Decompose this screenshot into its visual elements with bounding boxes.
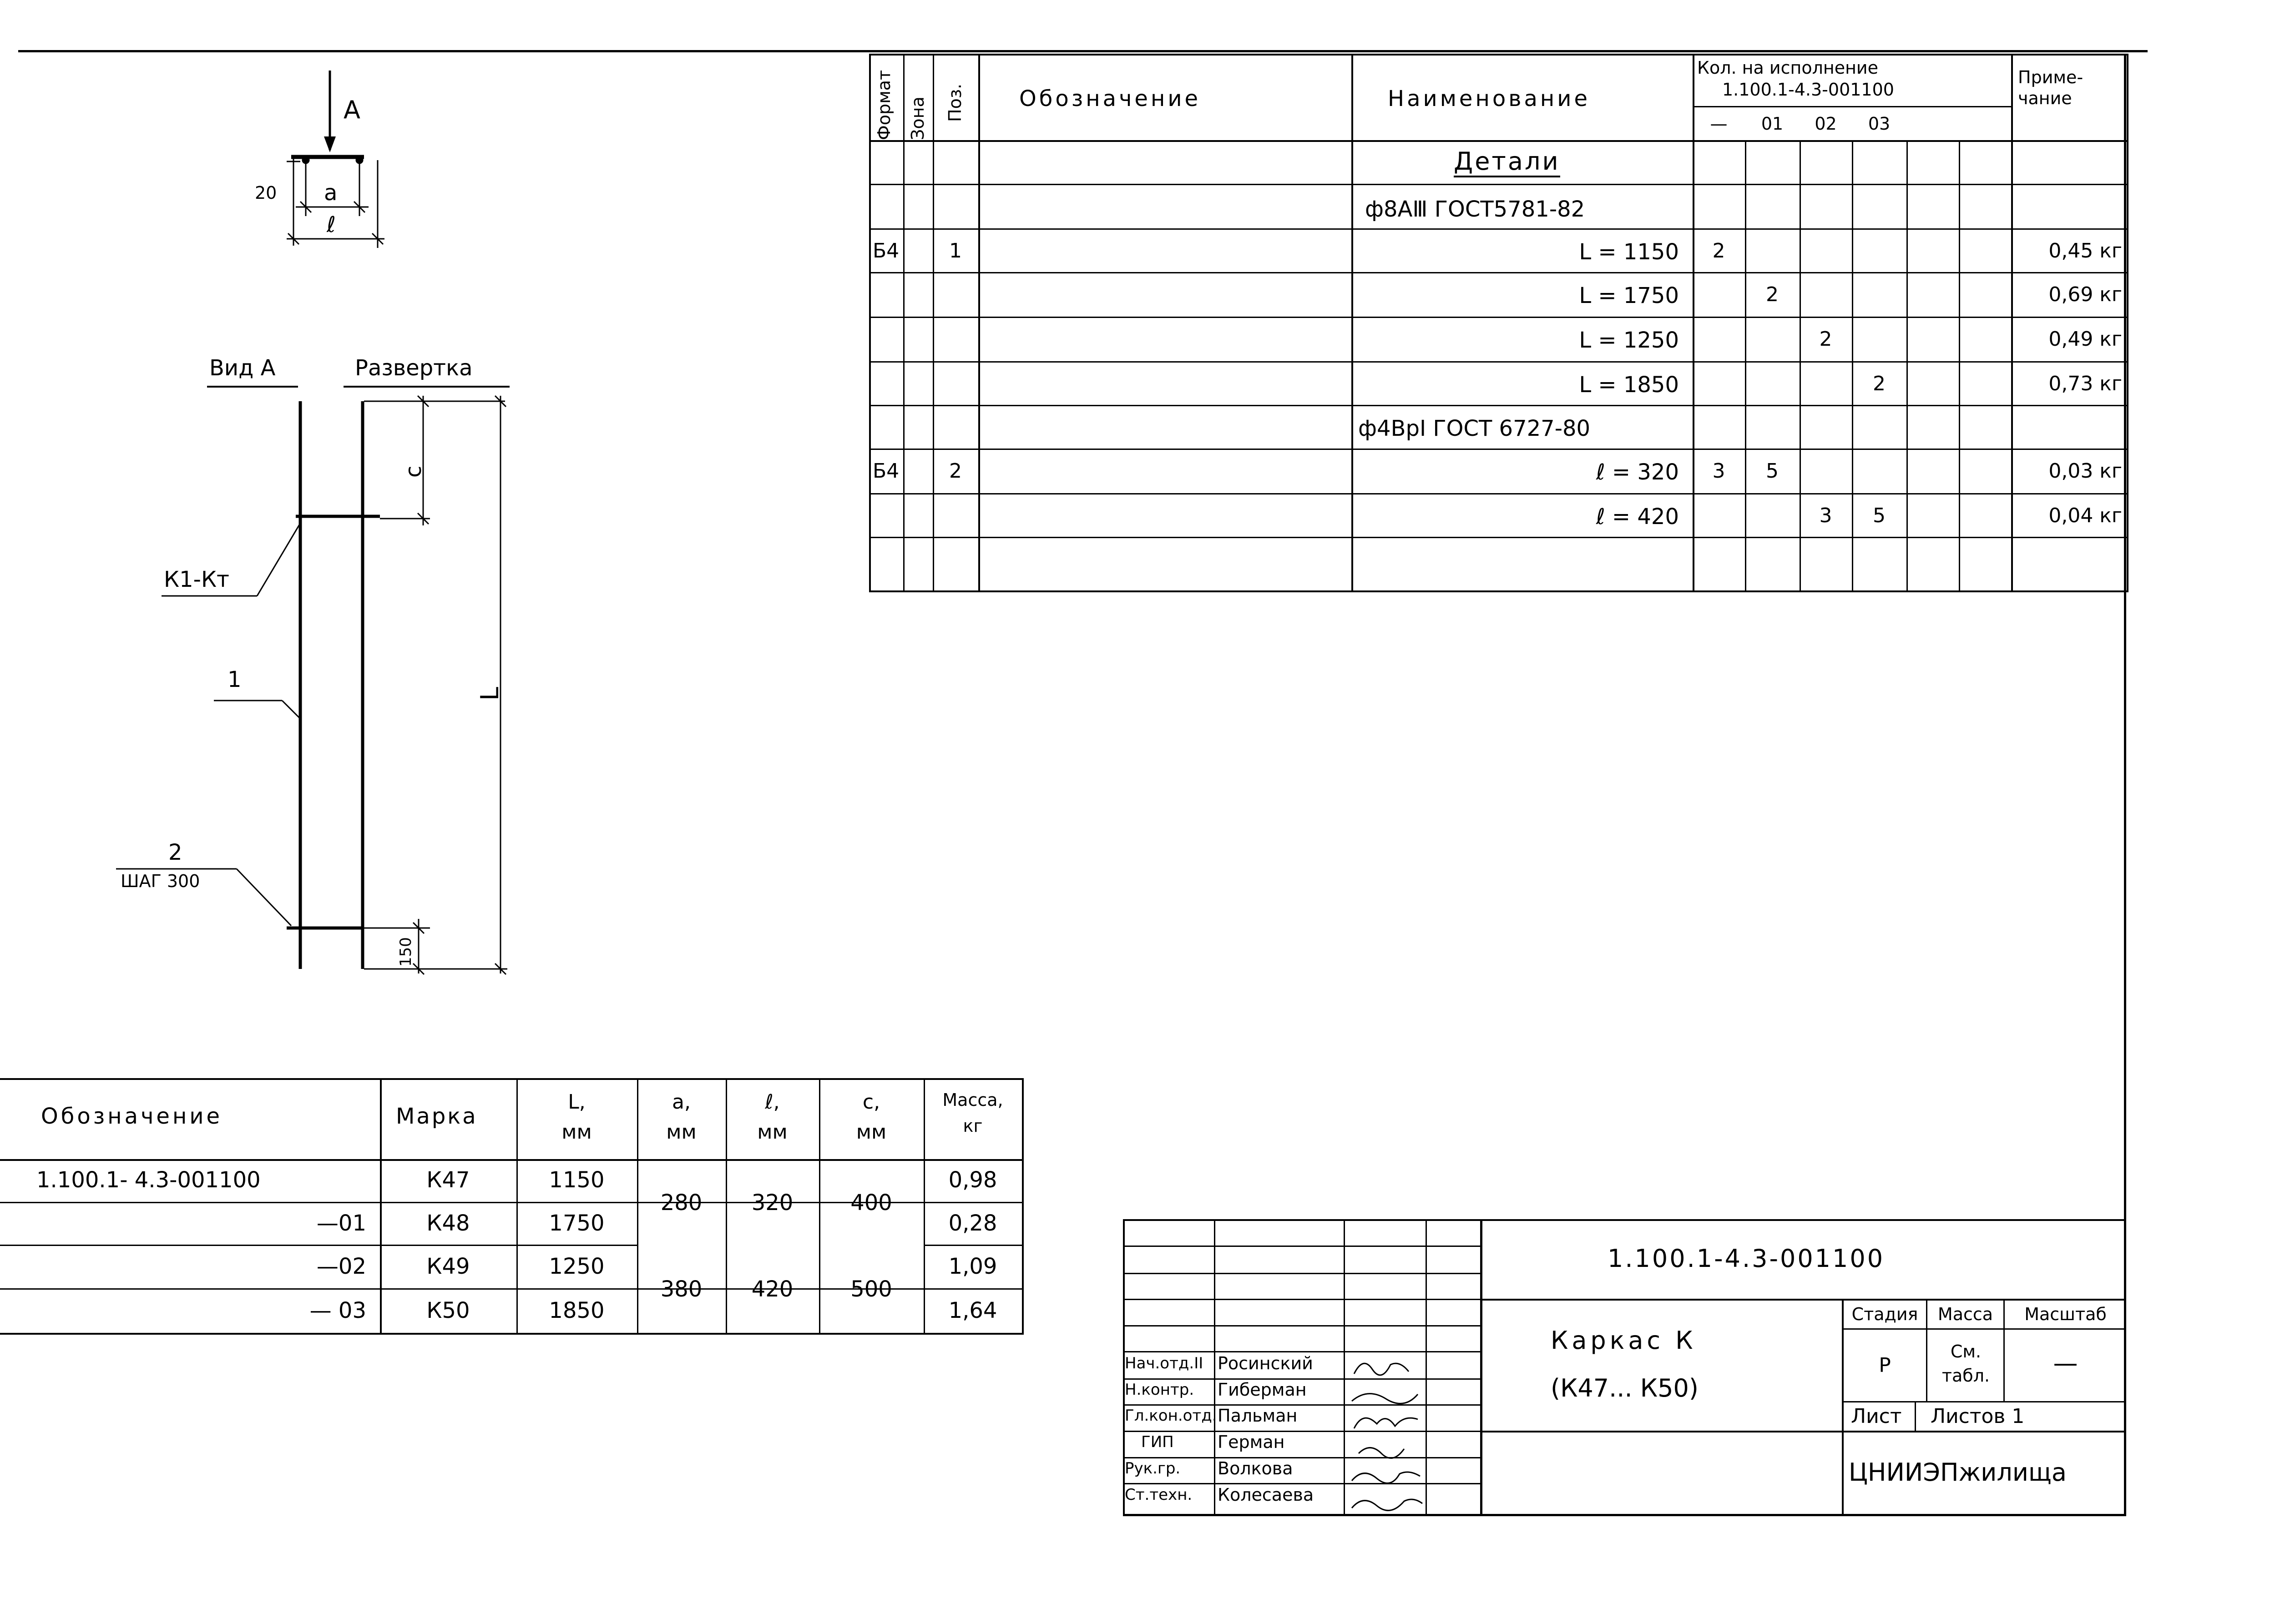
row-7-name: ℓ = 320	[1596, 459, 1679, 485]
view-a-title: Вид А	[209, 355, 276, 381]
tb-mass-value: См. табл.	[1941, 1342, 1990, 1386]
row-5-name: L = 1850	[1579, 372, 1679, 398]
header-format: Формат	[874, 70, 894, 140]
variant-col-1: 01	[1761, 114, 1784, 134]
mt-row-0-designation: 1.100.1- 4.3-001100	[36, 1167, 261, 1193]
development-title: Развертка	[355, 355, 473, 381]
leader-k1-label: К1-Кт	[164, 567, 229, 592]
tb-mass-label: Масса	[1937, 1304, 1993, 1324]
mt-group1-c: 400	[850, 1190, 892, 1215]
tb-title-line1: Каркас К	[1551, 1326, 1697, 1355]
mt-row-3-designation: — 03	[309, 1298, 366, 1323]
row-2-note: 0,45 кг	[2048, 239, 2122, 262]
mt-header-mark: Марка	[396, 1104, 478, 1129]
rebar-cage-drawing	[0, 0, 546, 1001]
row-4-note: 0,49 кг	[2048, 328, 2122, 351]
signer-name-2: Пальман	[1218, 1406, 1298, 1426]
row-4-q2: 2	[1819, 328, 1832, 351]
mt-group1-a: 280	[660, 1190, 703, 1215]
material-row-1: ф8АⅢ ГОСТ5781-82	[1365, 197, 1585, 222]
row-2-q0: 2	[1712, 239, 1725, 262]
mt-header-a: a, мм	[666, 1090, 697, 1144]
leader-step-label: ШАГ 300	[121, 871, 200, 891]
variant-col-0: —	[1710, 114, 1728, 134]
mt-row-0-mass: 0,98	[948, 1167, 997, 1193]
view-arrow-label: А	[344, 96, 360, 124]
title-block	[1123, 1219, 2126, 1516]
row-7-note: 0,03 кг	[2048, 459, 2122, 483]
dim-20-label: 20	[255, 183, 277, 203]
tb-title-line2: (К47... К50)	[1551, 1374, 1699, 1402]
mt-row-2-mass: 1,09	[948, 1254, 997, 1279]
mt-group2-c: 500	[850, 1276, 892, 1302]
mt-row-3-L: 1850	[549, 1298, 605, 1323]
signer-name-4: Волкова	[1218, 1458, 1293, 1478]
header-note: Приме- чание	[2018, 67, 2083, 108]
mt-row-0-mark: К47	[426, 1167, 470, 1193]
mt-header-l: ℓ, мм	[757, 1090, 788, 1144]
header-qty-doc: 1.100.1-4.3-001100	[1722, 80, 1894, 100]
dim-l-label: ℓ	[327, 212, 336, 237]
mt-row-2-designation: —02	[316, 1254, 366, 1279]
mt-group1-l: 320	[751, 1190, 794, 1215]
mt-row-1-L: 1750	[549, 1210, 605, 1236]
row-2-pos: 1	[949, 239, 962, 262]
row-8-q3: 5	[1873, 504, 1886, 527]
mt-header-designation: Обозначение	[41, 1104, 223, 1129]
row-3-q1: 2	[1766, 283, 1779, 306]
header-zone: Зона	[908, 96, 928, 140]
tb-stage-label: Стадия	[1851, 1304, 1918, 1324]
signer-name-5: Колесаева	[1218, 1485, 1314, 1505]
row-5-q3: 2	[1873, 372, 1886, 395]
mt-row-2-L: 1250	[549, 1254, 605, 1279]
mt-row-1-designation: —01	[316, 1210, 366, 1236]
row-8-q2: 3	[1819, 504, 1832, 527]
header-designation: Обозначение	[1019, 86, 1201, 111]
row-3-name: L = 1750	[1579, 283, 1679, 308]
signer-role-3: ГИП	[1141, 1433, 1174, 1451]
signer-role-0: Нач.отд.II	[1125, 1354, 1203, 1372]
mt-group2-l: 420	[751, 1276, 794, 1302]
mt-row-0-L: 1150	[549, 1167, 605, 1193]
tb-sheet-label: Лист	[1851, 1405, 1902, 1428]
section-details: Детали	[1454, 149, 1560, 177]
row-2-format: Б4	[873, 239, 900, 262]
dim-L-label: L	[475, 686, 504, 701]
signer-role-5: Ст.техн.	[1125, 1486, 1193, 1504]
row-5-note: 0,73 кг	[2048, 372, 2122, 395]
dim-c-label: с	[401, 465, 426, 478]
signer-role-1: Н.контр.	[1125, 1381, 1194, 1399]
dim-150-label: 150	[397, 937, 415, 967]
header-pos: Поз.	[945, 83, 965, 122]
mt-row-1-mark: К48	[426, 1210, 470, 1236]
material-row-6: ф4ВрⅠ ГОСТ 6727-80	[1358, 416, 1591, 441]
row-7-format: Б4	[873, 459, 900, 483]
header-qty: Кол. на исполнение	[1697, 58, 1878, 78]
mt-header-mass: Масса, кг	[942, 1090, 1003, 1136]
signer-role-2: Гл.кон.отд.	[1125, 1407, 1217, 1425]
mt-row-3-mass: 1,64	[948, 1298, 997, 1323]
variant-col-2: 02	[1815, 114, 1837, 134]
signer-name-1: Гиберман	[1218, 1380, 1307, 1400]
header-name: Наименование	[1388, 86, 1591, 111]
mt-row-1-mass: 0,28	[948, 1210, 997, 1236]
mt-header-c: с, мм	[856, 1090, 887, 1144]
tb-org: ЦНИИЭПжилища	[1849, 1458, 2067, 1487]
signature-scribbles	[1345, 1351, 1426, 1516]
mt-row-2-mark: К49	[426, 1254, 470, 1279]
signer-name-0: Росинский	[1218, 1353, 1313, 1373]
variant-col-3: 03	[1868, 114, 1891, 134]
tb-scale-label: Масштаб	[2024, 1304, 2107, 1324]
tb-scale-value: —	[2053, 1349, 2078, 1377]
row-7-q1: 5	[1766, 459, 1779, 483]
row-7-q0: 3	[1712, 459, 1725, 483]
dim-a-label: a	[324, 180, 338, 206]
leader-2-label: 2	[168, 840, 182, 865]
row-3-note: 0,69 кг	[2048, 283, 2122, 306]
signer-name-3: Герман	[1218, 1432, 1285, 1452]
leader-1-label: 1	[228, 667, 242, 692]
tb-stage-value: Р	[1879, 1354, 1891, 1377]
row-8-note: 0,04 кг	[2048, 504, 2122, 527]
mt-row-3-mark: К50	[426, 1298, 470, 1323]
specification-table	[869, 54, 2128, 595]
row-4-name: L = 1250	[1579, 328, 1679, 353]
row-7-pos: 2	[949, 459, 962, 483]
mt-group2-a: 380	[660, 1276, 703, 1302]
mark-table	[0, 1078, 1024, 1337]
row-8-name: ℓ = 420	[1596, 504, 1679, 530]
row-2-name: L = 1150	[1579, 239, 1679, 265]
tb-doc-code: 1.100.1-4.3-001100	[1608, 1244, 1885, 1273]
mt-header-L: L, мм	[561, 1090, 592, 1144]
signer-role-4: Рук.гр.	[1125, 1459, 1181, 1478]
tb-sheets-label: Листов 1	[1931, 1405, 2025, 1428]
